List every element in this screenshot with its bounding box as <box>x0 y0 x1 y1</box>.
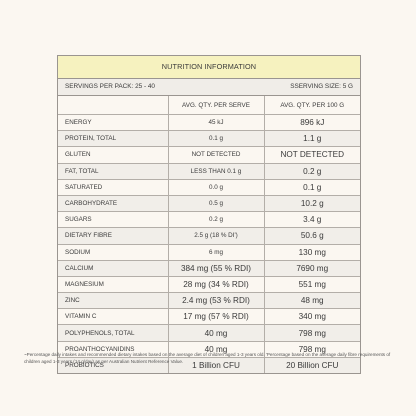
per-serve-value: 40 mg <box>168 325 264 341</box>
nutrient-name: VITAMIN C <box>58 309 168 325</box>
per-100g-value: 130 mg <box>264 244 360 260</box>
per-100g-value: 7690 mg <box>264 260 360 276</box>
per-serve-value: 17 mg (57 % RDI) <box>168 309 264 325</box>
nutrient-name: FAT, TOTAL <box>58 163 168 179</box>
per-serve-value: LESS THAN 0.1 g <box>168 163 264 179</box>
serving-size: SSERVING SIZE: 5 G <box>290 83 353 90</box>
nutrient-name: CALCIUM <box>58 260 168 276</box>
table-row <box>58 325 360 341</box>
per-100g-value: 10.2 g <box>264 195 360 211</box>
per-100g-value: 50.6 g <box>264 228 360 244</box>
per-serve-value: 2.4 mg (53 % RDI) <box>168 293 264 309</box>
per-100g-value: 0.2 g <box>264 163 360 179</box>
per-100g-value: 798 mg <box>264 341 360 357</box>
footnote: ~Percentage daily intakes and recommended dietary intakes based on the average diet of children aged 1-3 years old. 'Percentage based on the average daily fibre requirements of children aged 1-3 years (14 g/day) as per Australian Nutrient Reference Value. <box>24 352 391 364</box>
table-row <box>58 147 360 163</box>
servings-per-pack: SERVINGS PER PACK: 25 - 40 <box>65 83 155 90</box>
table-row <box>58 163 360 179</box>
per-serve-value: 28 mg (34 % RDI) <box>168 276 264 292</box>
nutrition-panel <box>57 55 361 374</box>
nutrient-name: ZINC <box>58 293 168 309</box>
table-row <box>58 212 360 228</box>
nutrient-name: SODIUM <box>58 244 168 260</box>
nutrition-table <box>58 96 360 373</box>
table-row <box>58 115 360 131</box>
nutrient-name: PROBIOTICS <box>58 357 168 373</box>
table-header-row <box>58 96 360 115</box>
per-100g-value: 48 mg <box>264 293 360 309</box>
header-nutrient <box>58 96 168 115</box>
per-100g-value: 1.1 g <box>264 131 360 147</box>
per-100g-value: 798 mg <box>264 325 360 341</box>
per-serve-value: 1 Billion CFU <box>168 357 264 373</box>
table-row <box>58 309 360 325</box>
table-row <box>58 276 360 292</box>
table-row <box>58 228 360 244</box>
nutrient-name: PROANTHOCYANIDINS <box>58 341 168 357</box>
per-serve-value: 6 mg <box>168 244 264 260</box>
servings-row <box>58 79 360 96</box>
table-row <box>58 195 360 211</box>
nutrient-name: SATURATED <box>58 179 168 195</box>
table-row <box>58 260 360 276</box>
nutrient-name: SUGARS <box>58 212 168 228</box>
per-100g-value: 0.1 g <box>264 179 360 195</box>
per-serve-value: 0.2 g <box>168 212 264 228</box>
per-100g-value: 551 mg <box>264 276 360 292</box>
nutrient-name: POLYPHENOLS, TOTAL <box>58 325 168 341</box>
per-serve-value: 384 mg (55 % RDI) <box>168 260 264 276</box>
per-100g-value: 340 mg <box>264 309 360 325</box>
per-serve-value: 2.5 g (18 % DI') <box>168 228 264 244</box>
nutrient-name: DIETARY FIBRE <box>58 228 168 244</box>
nutrient-name: GLUTEN <box>58 147 168 163</box>
table-row <box>58 293 360 309</box>
panel-title: NUTRITION INFORMATION <box>58 56 360 79</box>
per-serve-value: 45 kJ <box>168 115 264 131</box>
per-serve-value: 40 mg <box>168 341 264 357</box>
per-serve-value: NOT DETECTED <box>168 147 264 163</box>
table-row <box>58 244 360 260</box>
header-per-100g: AVG. QTY. PER 100 G <box>264 96 360 115</box>
per-100g-value: 20 Billion CFU <box>264 357 360 373</box>
table-row <box>58 131 360 147</box>
nutrient-name: MAGNESIUM <box>58 276 168 292</box>
per-serve-value: 0.5 g <box>168 195 264 211</box>
per-serve-value: 0.0 g <box>168 179 264 195</box>
table-row <box>58 179 360 195</box>
per-100g-value: 3.4 g <box>264 212 360 228</box>
header-per-serve: AVG. QTY. PER SERVE <box>168 96 264 115</box>
per-100g-value: 896 kJ <box>264 115 360 131</box>
nutrient-name: ENERGY <box>58 115 168 131</box>
nutrient-name: PROTEIN, TOTAL <box>58 131 168 147</box>
per-serve-value: 0.1 g <box>168 131 264 147</box>
nutrient-name: CARBOHYDRATE <box>58 195 168 211</box>
per-100g-value: NOT DETECTED <box>264 147 360 163</box>
